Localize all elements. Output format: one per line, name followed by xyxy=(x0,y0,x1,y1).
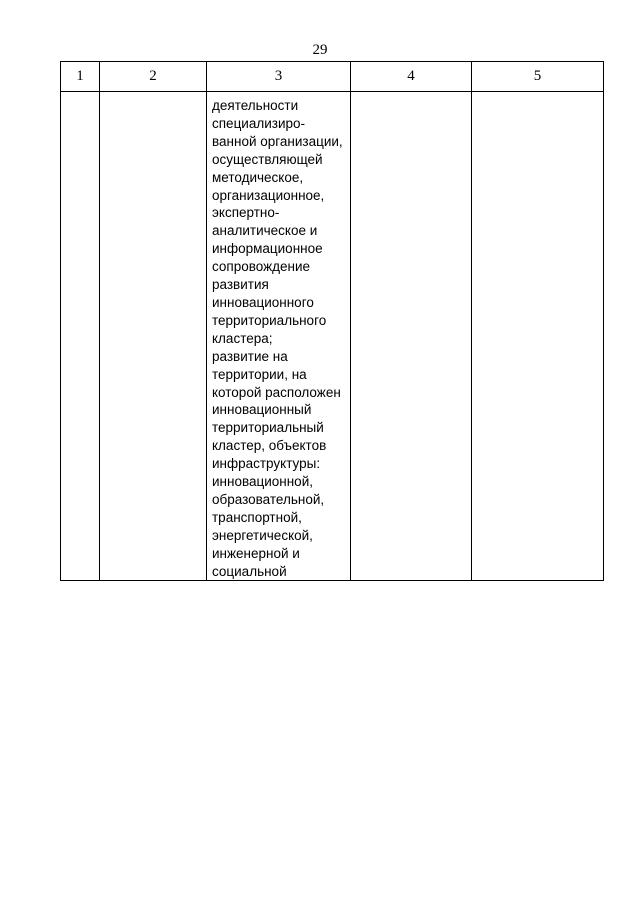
cell-text-line: деятельности xyxy=(212,98,299,113)
cell-text-line: инфраструктуры: xyxy=(212,456,321,472)
column-header-3: 3 xyxy=(207,62,351,92)
cell-text-line: энергетической, xyxy=(212,527,313,543)
cell-text-line: специализиро- xyxy=(212,115,306,131)
cell-text-line: инженерной и xyxy=(212,545,300,561)
cell-text-line: территориальный xyxy=(212,420,324,436)
cell-col-1 xyxy=(61,92,100,581)
cell-text-line: методическое, xyxy=(212,169,304,185)
table-row xyxy=(61,92,604,581)
document-table xyxy=(60,61,604,581)
header-row xyxy=(61,62,604,92)
cell-text-line: осуществляющей xyxy=(212,151,323,167)
cell-text-line: образовательной, xyxy=(212,491,325,507)
cell-text-line: информационное xyxy=(212,241,323,257)
page-number: 29 xyxy=(312,42,328,58)
cell-text-line: территориального xyxy=(212,312,327,328)
cell-text-line: инновационный xyxy=(212,402,312,418)
cell-text-line: которой расположен xyxy=(212,384,341,400)
column-header-2: 2 xyxy=(100,62,207,92)
cell-text-line: развития xyxy=(212,277,269,293)
column-header-1: 1 xyxy=(61,62,100,92)
cell-col-2 xyxy=(100,92,207,581)
cell-col-3 xyxy=(207,92,351,581)
cell-text-line: территории, на xyxy=(212,366,307,382)
column-header-4: 4 xyxy=(351,62,472,92)
cell-text-line: ванной организации, xyxy=(212,133,343,149)
cell-text-line: развитие на xyxy=(212,348,288,364)
cell-text-line: кластер, объектов xyxy=(212,438,327,454)
cell-col-4 xyxy=(351,92,472,581)
cell-text-line: социальной xyxy=(212,563,287,579)
cell-col-3-text xyxy=(207,92,350,580)
cell-col-5 xyxy=(472,92,604,581)
cell-text-line: сопровождение xyxy=(212,259,311,275)
cell-text-line: экспертно- xyxy=(212,205,280,221)
cell-text-line: аналитическое и xyxy=(212,223,318,239)
cell-text-line: инновационного xyxy=(212,294,314,310)
cell-text-line: транспортной, xyxy=(212,509,302,525)
column-header-5: 5 xyxy=(472,62,604,92)
cell-text-line: инновационной, xyxy=(212,474,313,490)
cell-text-line: кластера; xyxy=(212,330,273,346)
cell-text-line: организационное, xyxy=(212,187,325,203)
